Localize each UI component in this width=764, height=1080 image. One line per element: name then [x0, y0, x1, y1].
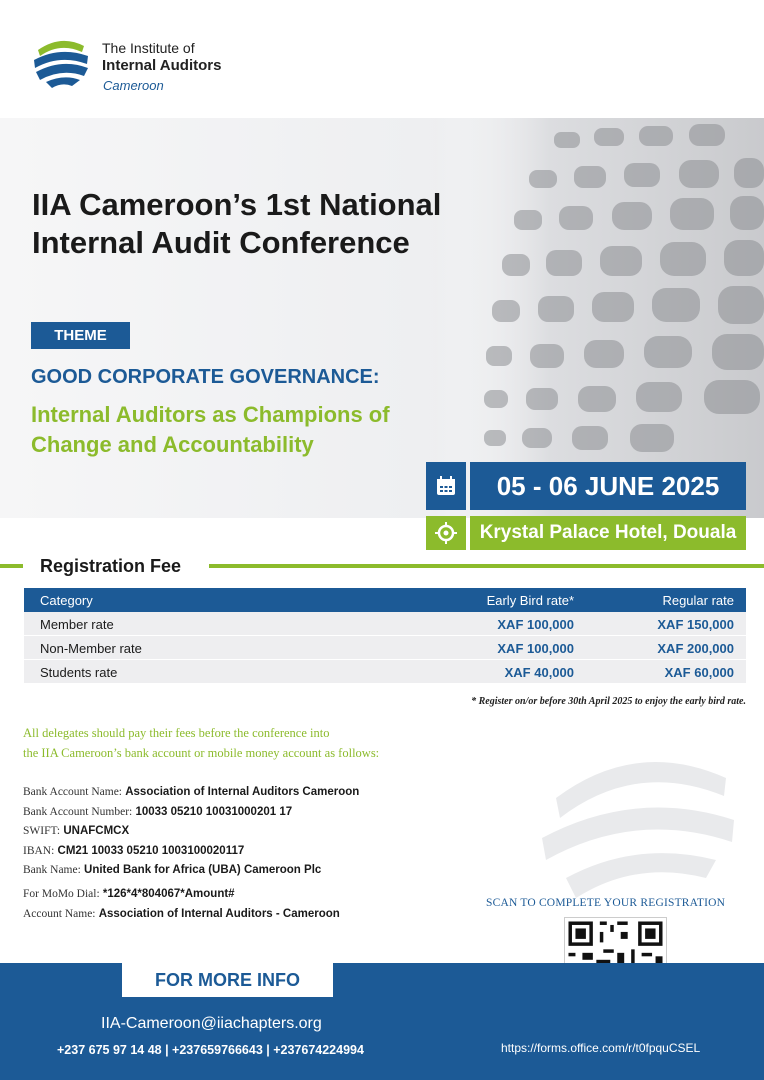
swift-code: UNAFCMCX — [63, 825, 130, 837]
mobile-money-details — [23, 884, 340, 924]
org-name-line2: Internal Auditors — [102, 57, 222, 74]
fee-regular: XAF 150,000 — [657, 617, 734, 632]
scan-to-register-label: SCAN TO COMPLETE YOUR REGISTRATION — [486, 897, 726, 909]
payment-intro-line: All delegates should pay their fees before the conference into — [23, 726, 330, 740]
bank-name-label: Bank Name: — [23, 864, 81, 876]
building-facade-image — [434, 118, 764, 518]
bank-account-number: 10033 05210 10031000201 17 — [135, 805, 293, 818]
decorative-globe-icon — [536, 748, 736, 908]
contact-phones: +237 675 97 14 48 | +237659766643 | +237674224994 — [57, 1043, 364, 1057]
momo-label: For MoMo Dial: — [23, 888, 100, 900]
event-venue: Krystal Palace Hotel, Douala — [470, 516, 746, 550]
calendar-icon — [426, 462, 466, 510]
section-divider — [209, 564, 764, 568]
theme-heading: GOOD CORPORATE GOVERNANCE: — [31, 366, 380, 388]
table-row — [24, 612, 746, 636]
theme-subheading: Internal Auditors as Champions of Change and Accountability — [31, 402, 390, 457]
iban-code: CM21 10033 05210 1003100020117 — [57, 844, 245, 857]
bank-name: United Bank for Africa (UBA) Cameroon Plc — [84, 864, 322, 876]
registration-title: Registration Fee — [40, 556, 182, 576]
iia-logo — [32, 36, 292, 96]
column-header-category: Category — [40, 593, 93, 608]
fee-early-bird: XAF 100,000 — [497, 617, 574, 632]
fee-early-bird: XAF 100,000 — [497, 641, 574, 656]
momo-code: *126*4*804067*Amount# — [102, 888, 235, 900]
column-header-early-bird: Early Bird rate* — [486, 593, 574, 608]
bank-account-name: Association of Internal Auditors Cameroon — [125, 786, 360, 798]
momo-account-name: Association of Internal Auditors - Cameroon — [98, 908, 340, 920]
fee-regular: XAF 200,000 — [657, 641, 734, 656]
bank-account-name-label: Bank Account Name: — [23, 786, 123, 798]
conference-title: IIA Cameroon’s 1st National Internal Audit Conference — [32, 187, 442, 260]
theme-label: THEME — [31, 322, 130, 349]
fee-category: Students rate — [40, 665, 118, 680]
bank-details — [23, 783, 359, 881]
iban-label: IBAN: — [23, 844, 55, 857]
bank-account-number-label: Bank Account Number: — [23, 805, 133, 818]
column-header-regular: Regular rate — [662, 593, 734, 608]
payment-instructions — [23, 723, 443, 763]
momo-account-label: Account Name: — [23, 908, 96, 920]
swift-label: SWIFT: — [23, 825, 61, 837]
fee-table-header — [24, 588, 746, 612]
table-row — [24, 636, 746, 660]
contact-email-link[interactable]: IIA-Cameroon@iiachapters.org — [101, 1015, 322, 1032]
org-name-line1: The Institute of — [102, 40, 195, 56]
fee-category: Non-Member rate — [40, 641, 142, 656]
fee-early-bird: XAF 40,000 — [504, 665, 574, 680]
iia-globe-logo-icon — [32, 36, 90, 90]
fee-table — [24, 588, 746, 684]
org-chapter: Cameroon — [103, 78, 164, 93]
table-row — [24, 660, 746, 684]
fee-regular: XAF 60,000 — [664, 665, 734, 680]
location-target-icon — [426, 516, 466, 550]
payment-intro-line: the IIA Cameroon’s bank account or mobile money account as follows: — [23, 746, 380, 760]
more-info-heading: FOR MORE INFO — [122, 963, 333, 997]
event-date: 05 - 06 JUNE 2025 — [470, 462, 746, 510]
section-divider — [0, 564, 23, 568]
fee-category: Member rate — [40, 617, 114, 632]
registration-url-link[interactable]: https://forms.office.com/r/t0fpquCSEL — [501, 1041, 701, 1055]
early-bird-note: * Register on/or before 30th April 2025 to enjoy the early bird rate. — [471, 696, 746, 707]
